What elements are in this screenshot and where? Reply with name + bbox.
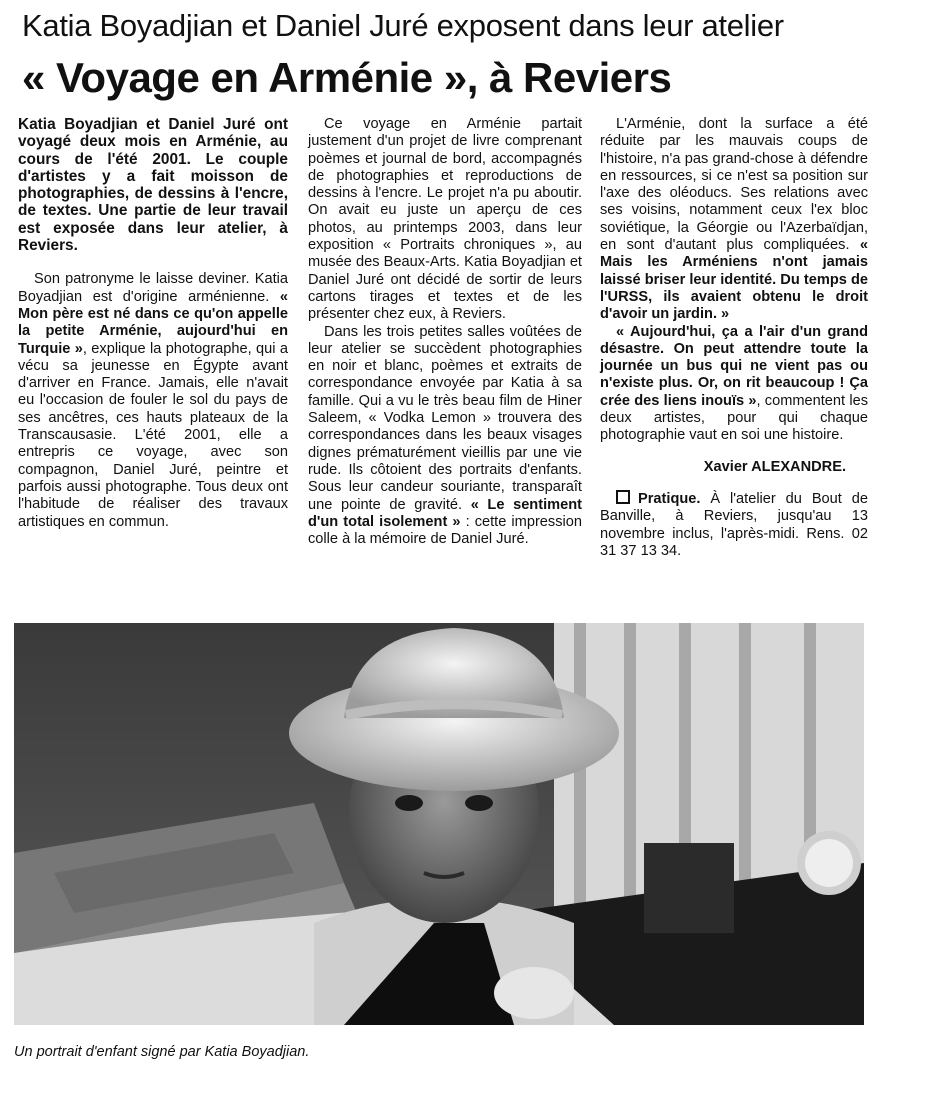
article-headline: « Voyage en Arménie », à Reviers (22, 54, 672, 101)
paragraph-4 (600, 116, 868, 324)
paragraph-1-text-b: , explique la photographe, qui a vécu sa jeunesse en Égypte avant d'arriver en France. Jamais, elle n'avait eu l'occasion de fouler le sol du pays de ses ancêtres, ces hauts plateaux de la Transcausasie. L'été 2001, elle a entrepris ce voyage, avec son compagnon, Daniel Juré, peintre et parfois aussi photographe. Tous deux ont l'habitude de réaliser des travaux artistiques en commun. (18, 340, 288, 530)
paragraph-5-text: , commentent les deux artistes, pour qui chaque photographie vaut en soi une histoire. (600, 392, 868, 444)
paragraph-3 (308, 324, 582, 549)
paragraph-4-text: L'Arménie, dont la surface a été réduite par les mauvais coups de l'histoire, n'a pas grand-chose à défendre en ressources, si ce n'est sa position sur l'axe des oléoducs. Ses relations avec ses voisins, notamment ceux l'ex bloc soviétique, la Géorgie ou l'Azerbaïdjan, en sont d'autant plus compliquées. (600, 116, 868, 254)
practical-info (600, 490, 868, 560)
column-2 (308, 116, 582, 548)
article-lead: Katia Boyadjian et Daniel Juré ont voyagé deux mois en Arménie, au cours de l'été 2001. Le couple d'artistes y a fait moisson de photographies, de dessins à l'encre, de textes. Une partie de leur travail est exposée dans leur atelier, à Reviers. (18, 116, 288, 255)
paragraph-3-quote: « Le sentiment d'un total isolement » (308, 496, 583, 530)
paragraph-2: Ce voyage en Arménie partait justement d'un projet de livre comprenant poèmes et journal de bord, accompagnés de photographies et reproductions de dessins à l'encre. Le projet n'a pu aboutir. On avait eu juste un aperçu de ces photos, au printemps 2003, dans leur exposition « Portraits chroniques », au musée des Beaux-Arts. Katia Boyadjian et Daniel Juré ont décidé de sortir de leurs cartons tirages et textes et de les présenter chez eux, à Reviers. (308, 116, 582, 323)
author-signature: Xavier ALEXANDRE. (703, 458, 846, 475)
column-1 (18, 116, 288, 531)
paragraph-3-text-a: Dans les trois petites salles voûtées de leur atelier se succèdent photographies en noir et blanc, poèmes et extraits de correspondance envoyée par Katia à sa famille. Qui a vu le très beau film de Hiner Saleem, « Vodka Lemon » trouvera des correspondances dans les beaux visages dignes prématurément vieillis par une vie rude. Ils côtoient des portraits d'enfants. Sous leur candeur souriante, transparaît une pointe de gravité. (308, 323, 582, 513)
paragraph-5-quote: « Aujourd'hui, ça a l'air d'un grand désastre. On peut attendre toute la journée un bus qui ne vient pas ou n'existe plus. Or, on rit beaucoup ! Ça crée des liens inouïs » (600, 323, 868, 409)
paragraph-4-quote: « Mais les Arméniens n'ont jamais laissé briser leur identité. Du temps de l'URSS, ils avaient obtenu le droit d'avoir un jardin. » (600, 237, 868, 323)
paragraph-3-text-b: : cette impression colle à la mémoire de Daniel Juré. (308, 513, 582, 548)
paragraph-1 (18, 271, 288, 530)
article-photo (14, 623, 864, 1025)
paragraph-1-quote: « Mon père est né dans ce qu'on appelle la petite Arménie, aujourd'hui en Turquie » (18, 288, 288, 357)
square-bullet-icon (616, 490, 630, 504)
practical-text: À l'atelier du Bout de Banville, à Reviers, jusqu'au 13 novembre inclus, l'après-midi. Rens. 02 31 37 13 34. (600, 490, 868, 559)
column-3 (600, 116, 868, 560)
child-portrait-photo (14, 623, 864, 1025)
article-kicker: Katia Boyadjian et Daniel Juré exposent dans leur atelier (22, 8, 784, 43)
practical-label: Pratique. (638, 490, 701, 507)
photo-caption: Un portrait d'enfant signé par Katia Boyadjian. (14, 1044, 310, 1060)
paragraph-1-text-a: Son patronyme le laisse deviner. Katia Boyadjian est d'origine arménienne. (18, 271, 288, 305)
paragraph-5 (600, 324, 868, 445)
